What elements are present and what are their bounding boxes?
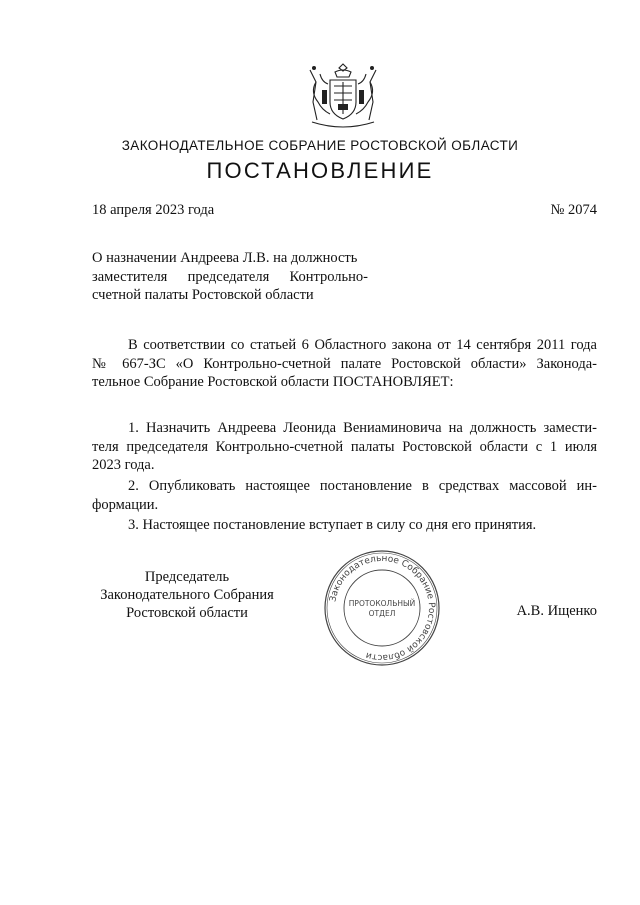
paragraph-line: 2. Опубликовать настоящее постановление в средствах массовой ин-: [128, 478, 597, 494]
organization-name: ЗАКОНОДАТЕЛЬНОЕ СОБРАНИЕ РОСТОВСКОЙ ОБЛАСТИ: [121, 138, 519, 153]
paragraph-line: тельное Собрание Ростовской области ПОСТАНОВЛЯЕТ:: [92, 374, 454, 390]
stamp-ring-text: Законодательное Собрание Ростовской области: [328, 553, 437, 663]
paragraph-line: В соответствии со статьей 6 Областного закона от 14 сентября 2011 года: [128, 337, 597, 353]
signatory-title-line: Ростовской области: [126, 605, 248, 621]
item-paragraph-3: [92, 516, 597, 535]
item-paragraph-1: [92, 419, 597, 475]
stamp-center-line-2: ОТДЕЛ: [368, 609, 396, 618]
item-paragraph-2: [92, 477, 597, 514]
signatory-title-line: Председатель: [144, 569, 230, 585]
subject-line: заместителя председателя Контрольно-: [92, 268, 368, 285]
document-date: 18 апреля 2023 года: [92, 202, 215, 218]
document-subject: [92, 249, 368, 305]
subject-line: счетной палаты Ростовской области: [92, 287, 314, 303]
signatory-title-line: Законодательного Собрания: [100, 587, 274, 603]
signatory-title: [82, 568, 292, 622]
paragraph-line: № 667-ЗС «О Контрольно-счетной палате Ростовской области» Законода-: [92, 355, 597, 372]
coat-of-arms-icon: [302, 60, 384, 128]
preamble-paragraph: [92, 336, 597, 392]
paragraph-line: 2023 года.: [92, 457, 155, 473]
document-type-title: ПОСТАНОВЛЕНИЕ: [206, 158, 434, 183]
stamp-inner-ring: [344, 570, 420, 646]
document-number: № 2074: [550, 202, 597, 218]
stamp-outer-ring: [325, 551, 439, 665]
stamp-center-line-1: ПРОТОКОЛЬНЫЙ: [348, 599, 416, 608]
stamp-outer-ring-inner: [327, 553, 437, 663]
paragraph-line: формации.: [92, 496, 159, 513]
signatory-name: А.В. Ищенко: [516, 603, 597, 619]
paragraph-line: 1. Назначить Андреева Леонида Вениаминовича на должность замести-: [128, 420, 597, 436]
paragraph-line: 3. Настоящее постановление вступает в силу со дня его принятия.: [128, 517, 537, 533]
official-stamp: [322, 548, 442, 668]
paragraph-line: теля председателя Контрольно-счетной палаты Ростовской области с 1 июля: [92, 438, 597, 455]
subject-line: О назначении Андреева Л.В. на должность: [92, 250, 358, 266]
